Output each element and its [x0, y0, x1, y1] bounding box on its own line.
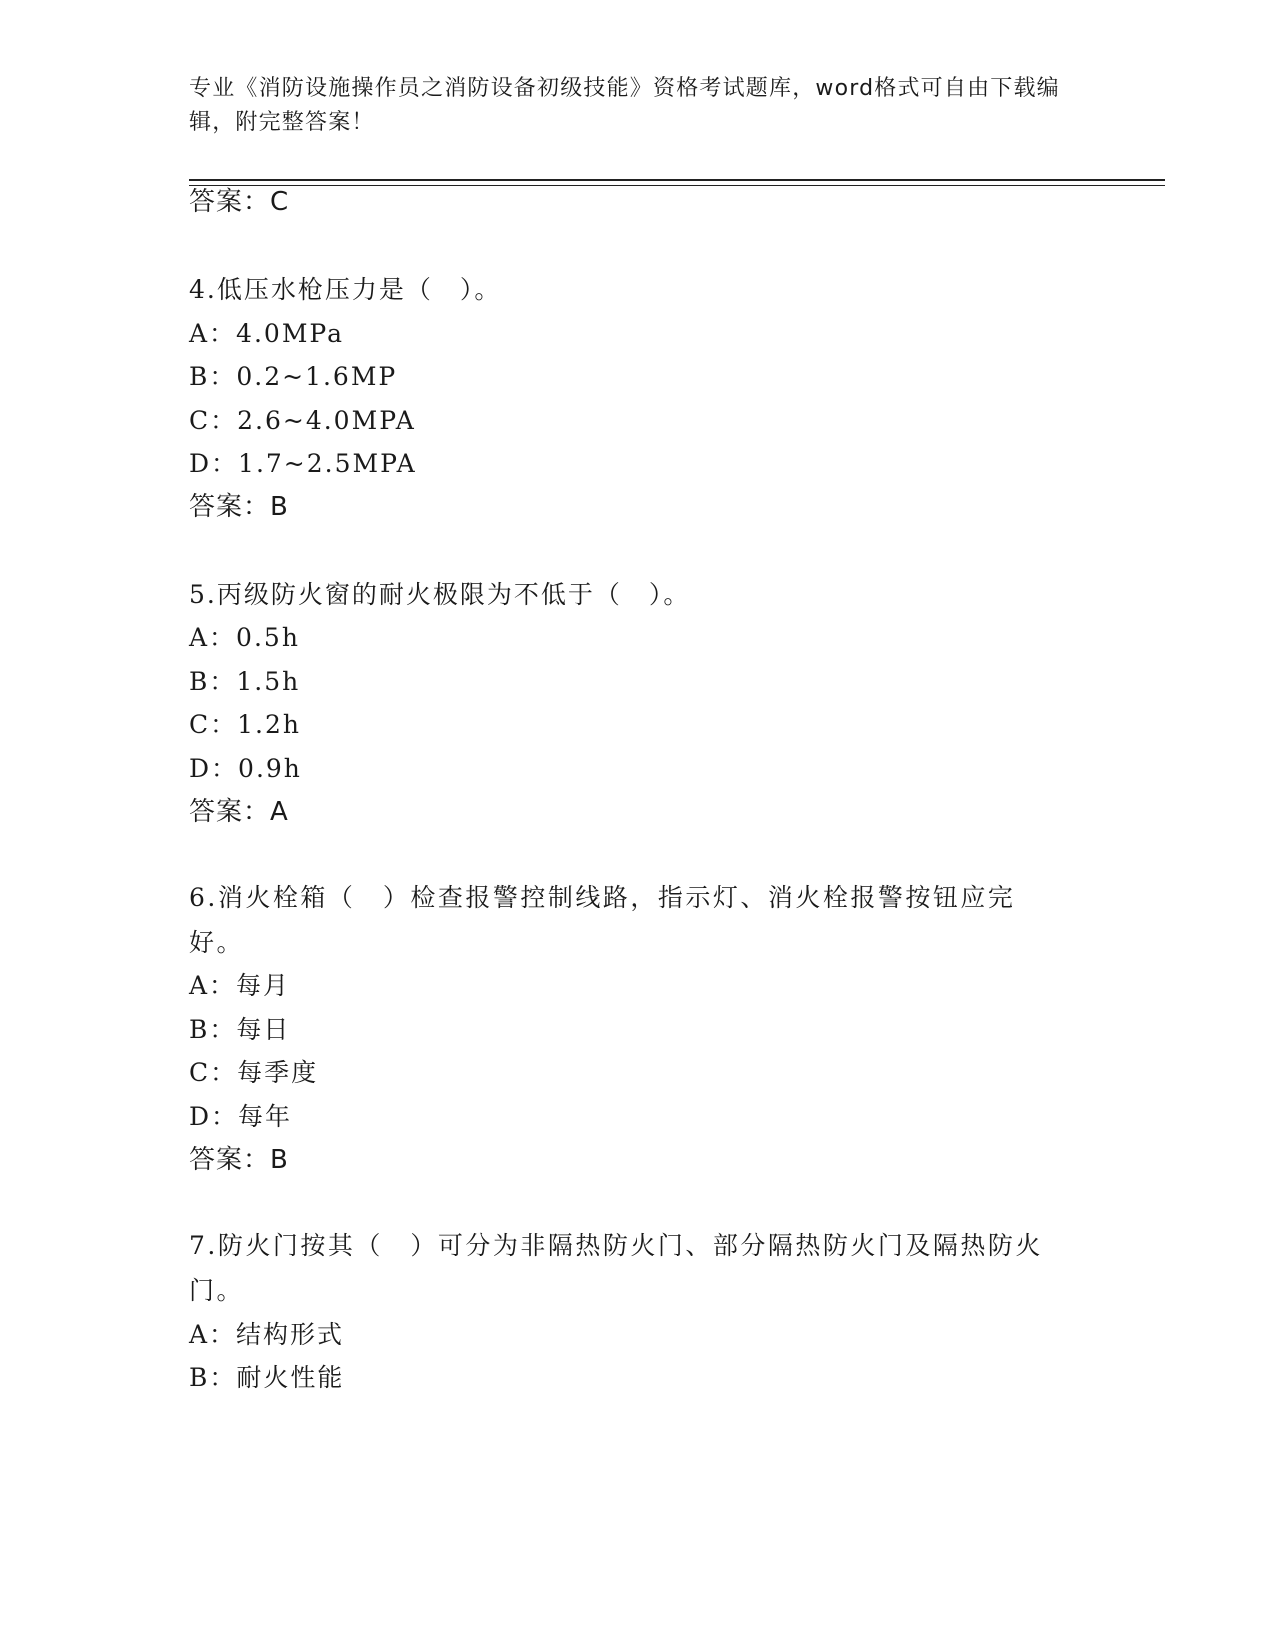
q4-option-d: D：1.7~2.5MPA: [189, 449, 417, 478]
q5-option-d: D：0.9h: [189, 754, 302, 783]
question-7: 7.防火门按其（ ）可分为非隔热防火门、部分隔热防火门及隔热防火门。: [189, 1231, 1043, 1305]
q7-option-b: B：耐火性能: [189, 1363, 345, 1392]
q4-option-c: C：2.6~4.0MPA: [189, 406, 416, 435]
q5-option-a: A：0.5h: [189, 623, 300, 652]
answer-q5: 答案：A: [189, 797, 289, 827]
question-4: 4.低压水枪压力是（ ）。: [189, 275, 502, 304]
question-6: 6.消火栓箱（ ）检查报警控制线路，指示灯、消火栓报警按钮应完好。: [189, 883, 1016, 957]
q6-option-a: A：每月: [189, 971, 291, 1000]
document-header: 专业《消防设施操作员之消防设备初级技能》资格考试题库，word格式可自由下载编辑，附完整答案！: [189, 76, 1060, 135]
q6-option-d: D：每年: [189, 1102, 293, 1131]
q7-option-a: A：结构形式: [189, 1320, 345, 1349]
q6-option-c: C：每季度: [189, 1058, 319, 1087]
q4-option-b: B：0.2~1.6MP: [189, 362, 398, 391]
q5-option-c: C：1.2h: [189, 710, 301, 739]
q5-option-b: B：1.5h: [189, 667, 301, 696]
answer-q6: 答案：B: [189, 1145, 289, 1175]
q6-option-b: B：每日: [189, 1015, 291, 1044]
answer-q3: 答案：C: [189, 187, 290, 217]
header-divider: [189, 179, 1165, 181]
header-divider-thin: [189, 185, 1165, 186]
answer-q4: 答案：B: [189, 492, 289, 522]
q4-option-a: A：4.0MPa: [189, 319, 345, 348]
question-5: 5.丙级防火窗的耐火极限为不低于（ ）。: [189, 580, 691, 609]
